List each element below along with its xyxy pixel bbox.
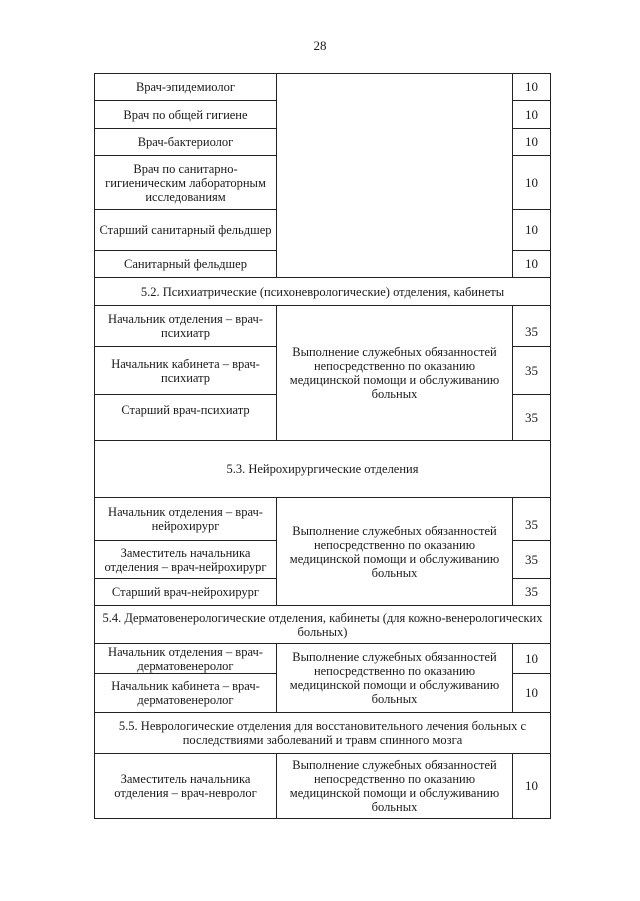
position-cell: Заместитель начальника отделения – врач-нейрохирург [95,541,277,579]
position-cell: Начальник кабинета – врач-психиатр [95,347,277,395]
allowance-table [94,73,551,819]
duty-cell-empty [277,74,513,278]
position-cell: Начальник кабинета – врач-дерматовенеролог [95,674,277,713]
value-cell: 35 [513,498,551,541]
duty-cell: Выполнение служебных обязанностей непосредственно по оказанию медицинской помощи и обслуживанию больных [277,644,513,713]
position-cell: Старший врач-психиатр [95,395,277,441]
value-cell: 10 [513,156,551,210]
position-cell: Врач-эпидемиолог [95,74,277,101]
value-cell: 35 [513,347,551,395]
value-cell: 35 [513,579,551,606]
position-cell: Врач-бактериолог [95,129,277,156]
value-cell: 10 [513,129,551,156]
value-cell: 10 [513,644,551,674]
position-cell: Врач по общей гигиене [95,101,277,129]
position-cell: Заместитель начальника отделения – врач-невролог [95,754,277,819]
value-cell: 35 [513,541,551,579]
value-cell: 10 [513,101,551,129]
section-title: 5.2. Психиатрические (психоневрологические) отделения, кабинеты [95,278,551,306]
position-cell: Санитарный фельдшер [95,251,277,278]
section-title: 5.5. Неврологические отделения для восстановительного лечения больных с последствиями заболеваний и травм спинного мозга [95,713,551,754]
value-cell: 10 [513,251,551,278]
value-cell: 10 [513,210,551,251]
position-cell: Старший врач-нейрохирург [95,579,277,606]
position-cell: Старший санитарный фельдшер [95,210,277,251]
section-title: 5.4. Дерматовенерологические отделения, кабинеты (для кожно-венерологических больных) [95,606,551,644]
position-cell: Начальник отделения – врач-дерматовенеролог [95,644,277,674]
value-cell: 10 [513,74,551,101]
position-cell: Начальник отделения – врач-нейрохирург [95,498,277,541]
page-number: 28 [313,38,327,53]
value-cell: 35 [513,395,551,441]
section-title: 5.3. Нейрохирургические отделения [95,441,551,498]
value-cell: 10 [513,674,551,713]
duty-cell: Выполнение служебных обязанностей непосредственно по оказанию медицинской помощи и обслуживанию больных [277,306,513,441]
value-cell: 10 [513,754,551,819]
duty-cell: Выполнение служебных обязанностей непосредственно по оказанию медицинской помощи и обслуживанию больных [277,498,513,606]
position-cell: Врач по санитарно-гигиеническим лабораторным исследованиям [95,156,277,210]
duty-cell: Выполнение служебных обязанностей непосредственно по оказанию медицинской помощи и обслуживанию больных [277,754,513,819]
value-cell: 35 [513,306,551,347]
position-cell: Начальник отделения – врач-психиатр [95,306,277,347]
